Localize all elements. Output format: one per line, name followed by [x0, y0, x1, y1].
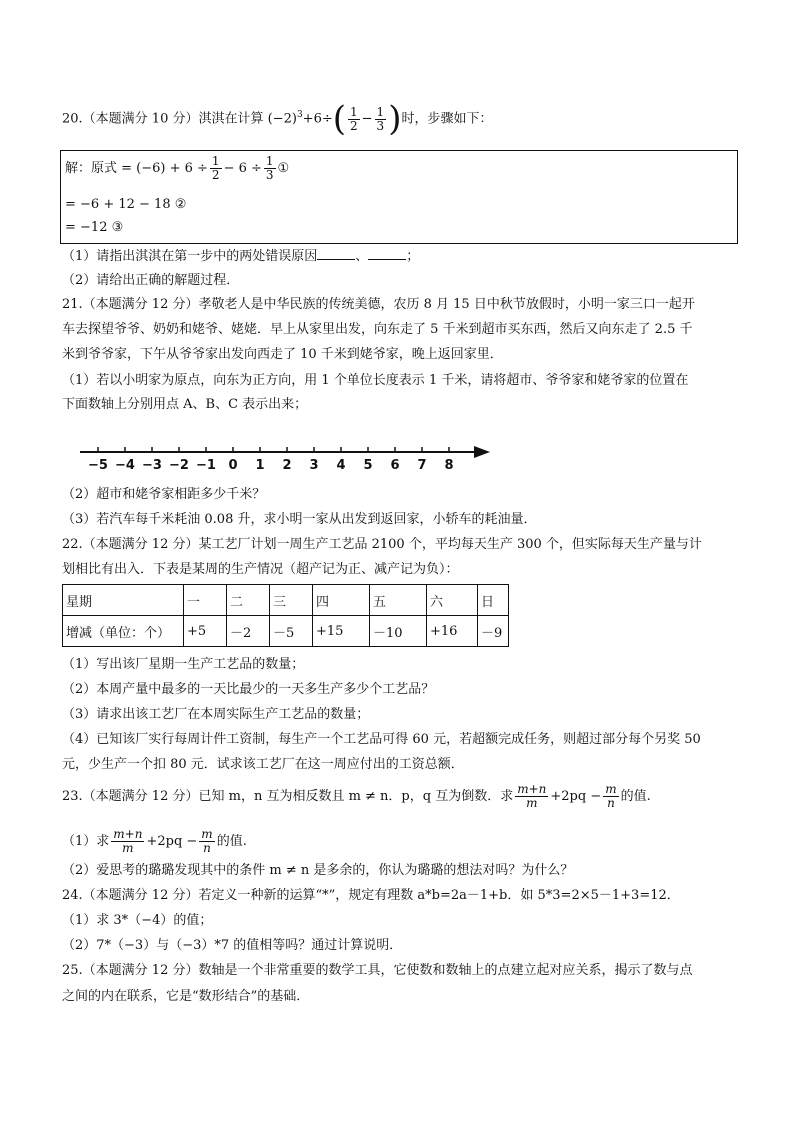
q23-mid-2: +2pq − — [146, 834, 198, 849]
q24-line-1: 24.（本题满分 12 分）若定义一种新的运算“*”，规定有理数 a*b=2a－1+b．如 5*3=2×5－1+3=12． — [62, 888, 680, 903]
frac-num: m — [201, 827, 213, 841]
axis-arrow — [474, 446, 490, 458]
box-line-2: = −6 + 12 − 18 ② — [65, 197, 187, 212]
frac-num: 1 — [211, 154, 220, 168]
q24-part-2: （2）7*（−3）与（−3）*7 的值相等吗？通过计算说明． — [62, 938, 403, 953]
q25-line-1: 25.（本题满分 12 分）数轴是一个非常重要的数学工具，它使数和数轴上的点建立起对应关系，揭示了数与点 — [62, 963, 693, 978]
q20-minus: − — [361, 111, 373, 127]
axis-tick-label: 7 — [417, 458, 427, 473]
frac-num: 1 — [350, 104, 358, 119]
q23-part-1 — [62, 828, 247, 855]
table-cell: －9 — [478, 616, 509, 647]
q20-expr-mid: +6÷ — [302, 111, 333, 127]
q23-l1a: 23.（本题满分 12 分）已知 m，n 互为相反数且 m ≠ n．p，q 互为倒数．求 — [62, 789, 514, 804]
q20-head-text: 20.（本题满分 10 分）淇淇在计算 — [62, 111, 264, 127]
q20-expr-exp: 3 — [296, 110, 303, 121]
frac-num: m — [605, 782, 617, 796]
right-paren: ) — [388, 99, 402, 139]
table-cell: 六 — [427, 585, 478, 616]
axis-tick-label: 6 — [390, 458, 400, 473]
table-cell: －2 — [227, 616, 270, 647]
frac-num: 1 — [265, 154, 274, 168]
q22-line-2: 划相比有出入．下表是某周的生产情况（超产记为正、减产记为负）： — [62, 562, 459, 577]
q20-p1a: （1）请指出淇淇在第一步中的两处错误原因 — [62, 249, 318, 264]
q21-line-3: 米到爷爷家，下午从爷爷家出发向西走了 10 千米到姥爷家，晚上返回家里． — [62, 347, 503, 362]
q21-line-2: 车去探望爷爷、奶奶和姥爷、姥姥．早上从家里出发，向东走了 5 千米到超市买东西，然后又向东走了 2.5 千 — [62, 322, 693, 337]
q23-frac-4 — [199, 828, 214, 855]
q20-part-1 — [62, 247, 419, 266]
axis-tick-label: 3 — [309, 458, 319, 473]
production-table — [62, 584, 509, 647]
q22-line-1: 22.（本题满分 12 分）某工艺厂计划一周生产工艺品 2100 个，平均每天生产 300 个，但实际每天生产量与计 — [62, 537, 702, 552]
table-cell: －10 — [370, 616, 427, 647]
q22-part-3: （3）请求出该工艺厂在本周实际生产工艺品的数量； — [62, 707, 370, 722]
table-cell: －5 — [270, 616, 313, 647]
q20-p1b: 、 — [355, 249, 369, 264]
q24-part-1: （1）求 3*（−4）的值； — [62, 913, 213, 928]
q23-p1a: （1）求 — [62, 834, 110, 849]
table-cell: 二 — [227, 585, 270, 616]
box-l1a: 解：原式 = (−6) + 6 ÷ — [65, 161, 208, 176]
box-line-3: = −12 ③ — [65, 220, 124, 235]
q23-mid: +2pq − — [550, 789, 602, 804]
frac-num: 1 — [376, 104, 385, 119]
axis-tick-label: −2 — [169, 458, 189, 473]
q22-part-4b: 元，少生产一个扣 80 元．试求该工艺厂在这一周应付出的工资总额． — [62, 757, 464, 772]
q23-frac-2 — [603, 783, 618, 810]
q23-frac-3 — [111, 828, 144, 855]
q20-heading — [62, 99, 493, 139]
answer-blank-2[interactable] — [368, 247, 406, 260]
table-row — [63, 616, 509, 647]
box-l1c: ① — [277, 161, 290, 176]
box-frac-2 — [264, 155, 276, 182]
q22-part-1: （1）写出该厂星期一生产工艺品的数量； — [62, 657, 305, 672]
axis-tick-label: −1 — [196, 458, 216, 473]
q23-p1b: 的值. — [216, 834, 247, 849]
axis-tick-label: 1 — [255, 458, 265, 473]
table-cell: 三 — [270, 585, 313, 616]
q20-frac-2 — [375, 106, 387, 133]
q20-tail: 时，步骤如下： — [401, 111, 493, 127]
table-cell: 星期 — [63, 585, 184, 616]
q20-frac-1 — [348, 106, 360, 133]
frac-num: m+n — [517, 782, 547, 796]
q21-part-3: （3）若汽车每千米耗油 0.08 升，求小明一家从出发到返回家，小轿车的耗油量． — [62, 512, 537, 527]
q20-solution-box — [60, 150, 738, 244]
table-cell: +5 — [184, 616, 227, 647]
q20-expr-base: (−2) — [267, 111, 297, 127]
frac-den: n — [607, 796, 615, 810]
axis-tick-label: 5 — [363, 458, 373, 473]
box-frac-1 — [210, 155, 222, 182]
table-cell: 增减（单位：个） — [63, 616, 184, 647]
q21-part-1a: （1）若以小明家为原点，向东为正方向，用 1 个单位长度表示 1 千米，请将超市、爷爷家和姥爷家的位置在 — [62, 373, 689, 388]
axis-tick-label: −5 — [88, 458, 108, 473]
q20-part-2: （2）请给出正确的解题过程． — [62, 273, 240, 288]
frac-den: 2 — [350, 118, 358, 133]
table-cell: 日 — [478, 585, 509, 616]
q23-frac-1 — [515, 783, 548, 810]
q21-part-1b: 下面数轴上分别用点 A、B、C 表示出来； — [62, 397, 308, 412]
axis-tick-label: 8 — [444, 458, 454, 473]
frac-den: m — [526, 796, 538, 810]
table-cell: +15 — [313, 616, 370, 647]
axis-tick-label: 2 — [282, 458, 292, 473]
frac-den: 3 — [265, 168, 274, 182]
q25-line-2: 之间的内在联系，它是“数形结合”的基础． — [62, 989, 310, 1004]
q21-line-1: 21.（本题满分 12 分）孝敬老人是中华民族的传统美德，农历 8 月 15 日中秋节放假时，小明一家三口一起开 — [62, 297, 695, 312]
axis-tick-labels — [88, 458, 454, 473]
q23-line-1 — [62, 783, 651, 810]
frac-den: n — [203, 841, 211, 855]
q20-p1c: ； — [406, 249, 420, 264]
frac-den: 3 — [376, 118, 385, 133]
left-paren: ( — [332, 99, 346, 139]
frac-den: 2 — [211, 168, 220, 182]
frac-num: m+n — [113, 827, 143, 841]
box-line-1 — [65, 155, 289, 182]
axis-tick-label: 4 — [336, 458, 346, 473]
q21-part-2: （2）超市和姥爷家相距多少千米？ — [62, 487, 266, 502]
table-row — [63, 585, 509, 616]
table-cell: 一 — [184, 585, 227, 616]
table-cell: 五 — [370, 585, 427, 616]
q23-l1b: 的值. — [620, 789, 651, 804]
table-cell: +16 — [427, 616, 478, 647]
q22-part-2: （2）本周产量中最多的一天比最少的一天多生产多少个工艺品？ — [62, 682, 435, 697]
q22-part-4a: （4）已知该厂实行每周计件工资制，每生产一个工艺品可得 60 元，若超额完成任务，则超过部分每个另奖 50 — [62, 732, 701, 747]
number-line — [70, 440, 500, 474]
q23-part-2: （2）爱思考的璐璐发现其中的条件 m ≠ n 是多余的，你认为璐璐的想法对吗？为什么？ — [62, 863, 574, 878]
axis-tick-label: 0 — [228, 458, 238, 473]
axis-tick-label: −3 — [142, 458, 162, 473]
axis-tick-label: −4 — [115, 458, 135, 473]
box-l1b: − 6 ÷ — [223, 161, 262, 176]
answer-blank-1[interactable] — [317, 247, 355, 260]
table-cell: 四 — [313, 585, 370, 616]
frac-den: m — [122, 841, 134, 855]
